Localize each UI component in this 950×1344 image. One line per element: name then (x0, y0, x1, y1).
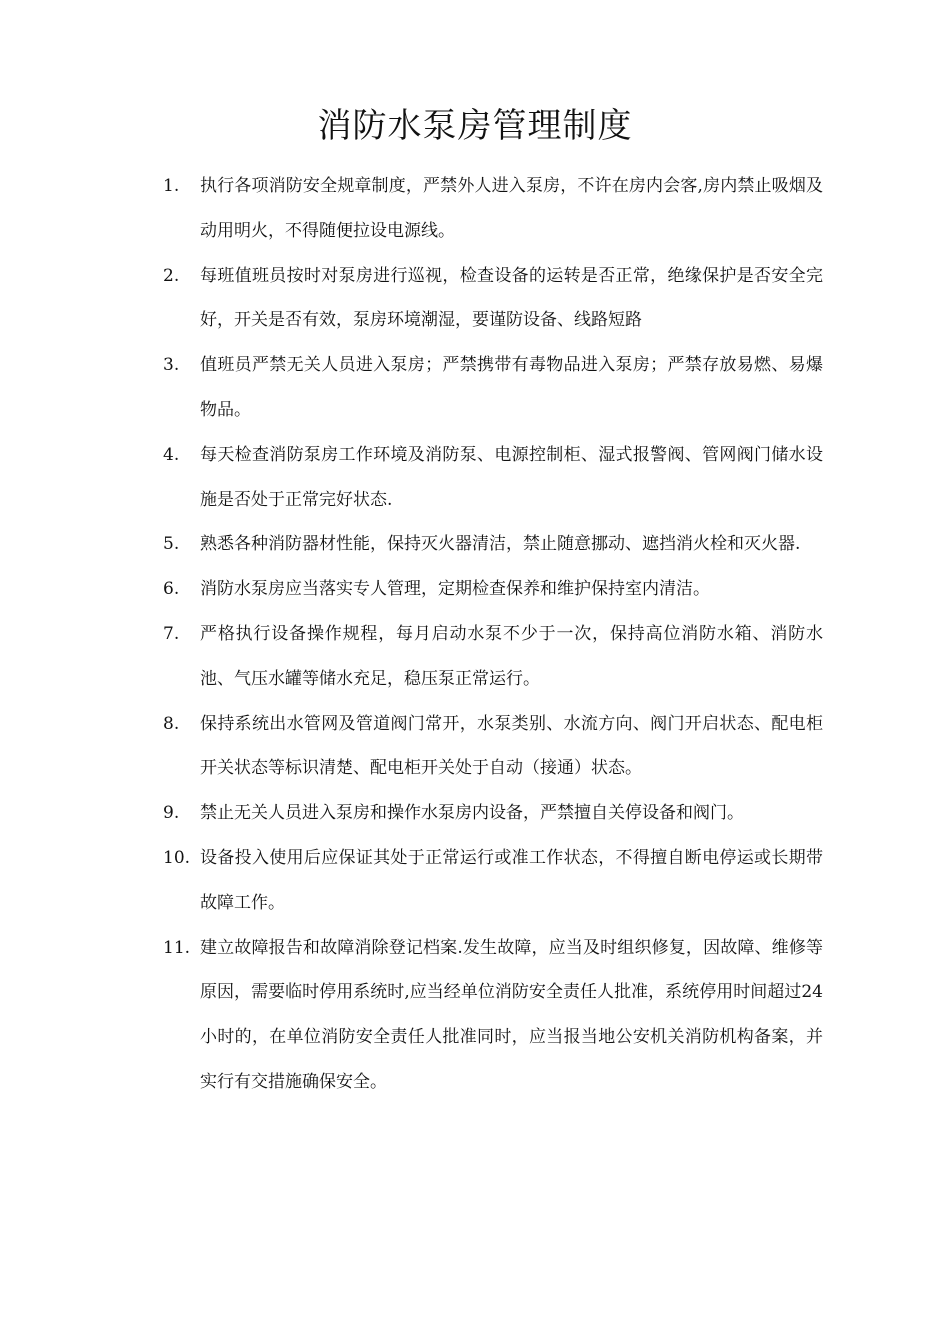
rule-number: 6. (163, 579, 180, 600)
rule-text: 设备投入使用后应保证其处于正常运行或准工作状态，不得擅自断电停运或长期带故障工作。 (200, 847, 823, 913)
rule-number: 1. (163, 176, 180, 196)
rule-item (163, 791, 823, 836)
rule-item (163, 164, 823, 254)
rule-text: 执行各项消防安全规章制度，严禁外人进入泵房，不许在房内会客,房内禁止吸烟及动用明火，不得随便拉设电源线。 (200, 176, 823, 241)
rule-text: 熟悉各种消防器材性能，保持灭火器清洁，禁止随意挪动、遮挡消火栓和灭火器. (200, 534, 801, 555)
rule-item (163, 522, 823, 567)
rule-item (163, 343, 823, 433)
rule-number: 5. (163, 534, 180, 555)
rule-item (163, 433, 823, 523)
rule-text: 值班员严禁无关人员进入泵房；严禁携带有毒物品进入泵房；严禁存放易燃、易爆物品。 (200, 355, 823, 420)
rule-item (163, 612, 823, 702)
rule-number: 3. (163, 355, 180, 376)
rule-text: 消防水泵房应当落实专人管理，定期检查保养和维护保持室内清洁。 (200, 579, 710, 600)
rule-text: 禁止无关人员进入泵房和操作水泵房内设备，严禁擅自关停设备和阀门。 (200, 803, 744, 824)
rule-text: 每天检查消防泵房工作环境及消防泵、电源控制柜、湿式报警阀、管网阀门储水设施是否处于正常完好状态. (200, 444, 823, 510)
rule-number: 2. (163, 265, 180, 286)
rule-text: 严格执行设备操作规程，每月启动水泵不少于一次，保持高位消防水箱、消防水池、气压水罐等储水充足，稳压泵正常运行。 (200, 623, 823, 689)
rule-item (163, 836, 823, 926)
rule-text: 每班值班员按时对泵房进行巡视，检查设备的运转是否正常，绝缘保护是否安全完好，开关是否有效，泵房环境潮湿，要谨防设备、线路短路 (200, 265, 823, 331)
rules-list (163, 164, 823, 1105)
rule-item (163, 926, 823, 1105)
rule-number: 9. (163, 803, 180, 824)
rule-number: 11. (163, 937, 191, 958)
rule-item (163, 254, 823, 344)
rule-number: 7. (163, 623, 180, 644)
rule-text: 建立故障报告和故障消除登记档案.发生故障，应当及时组织修复，因故障、维修等原因，需要临时停用系统时,应当经单位消防安全责任人批准，系统停用时间超过24小时的，在单位消防安全责任人批准同时，应当报当地公安机关消防机构备案，并实行有交措施确保安全。 (200, 937, 823, 1092)
rule-number: 10. (163, 847, 191, 868)
rule-number: 4. (163, 444, 180, 465)
rule-text: 保持系统出水管网及管道阀门常开，水泵类别、水流方向、阀门开启状态、配电柜开关状态等标识清楚、配电柜开关处于自动（接通）状态。 (200, 713, 823, 779)
rule-item (163, 567, 823, 612)
rule-item (163, 702, 823, 792)
rule-number: 8. (163, 713, 180, 734)
document-title: 消防水泵房管理制度 (317, 106, 633, 146)
